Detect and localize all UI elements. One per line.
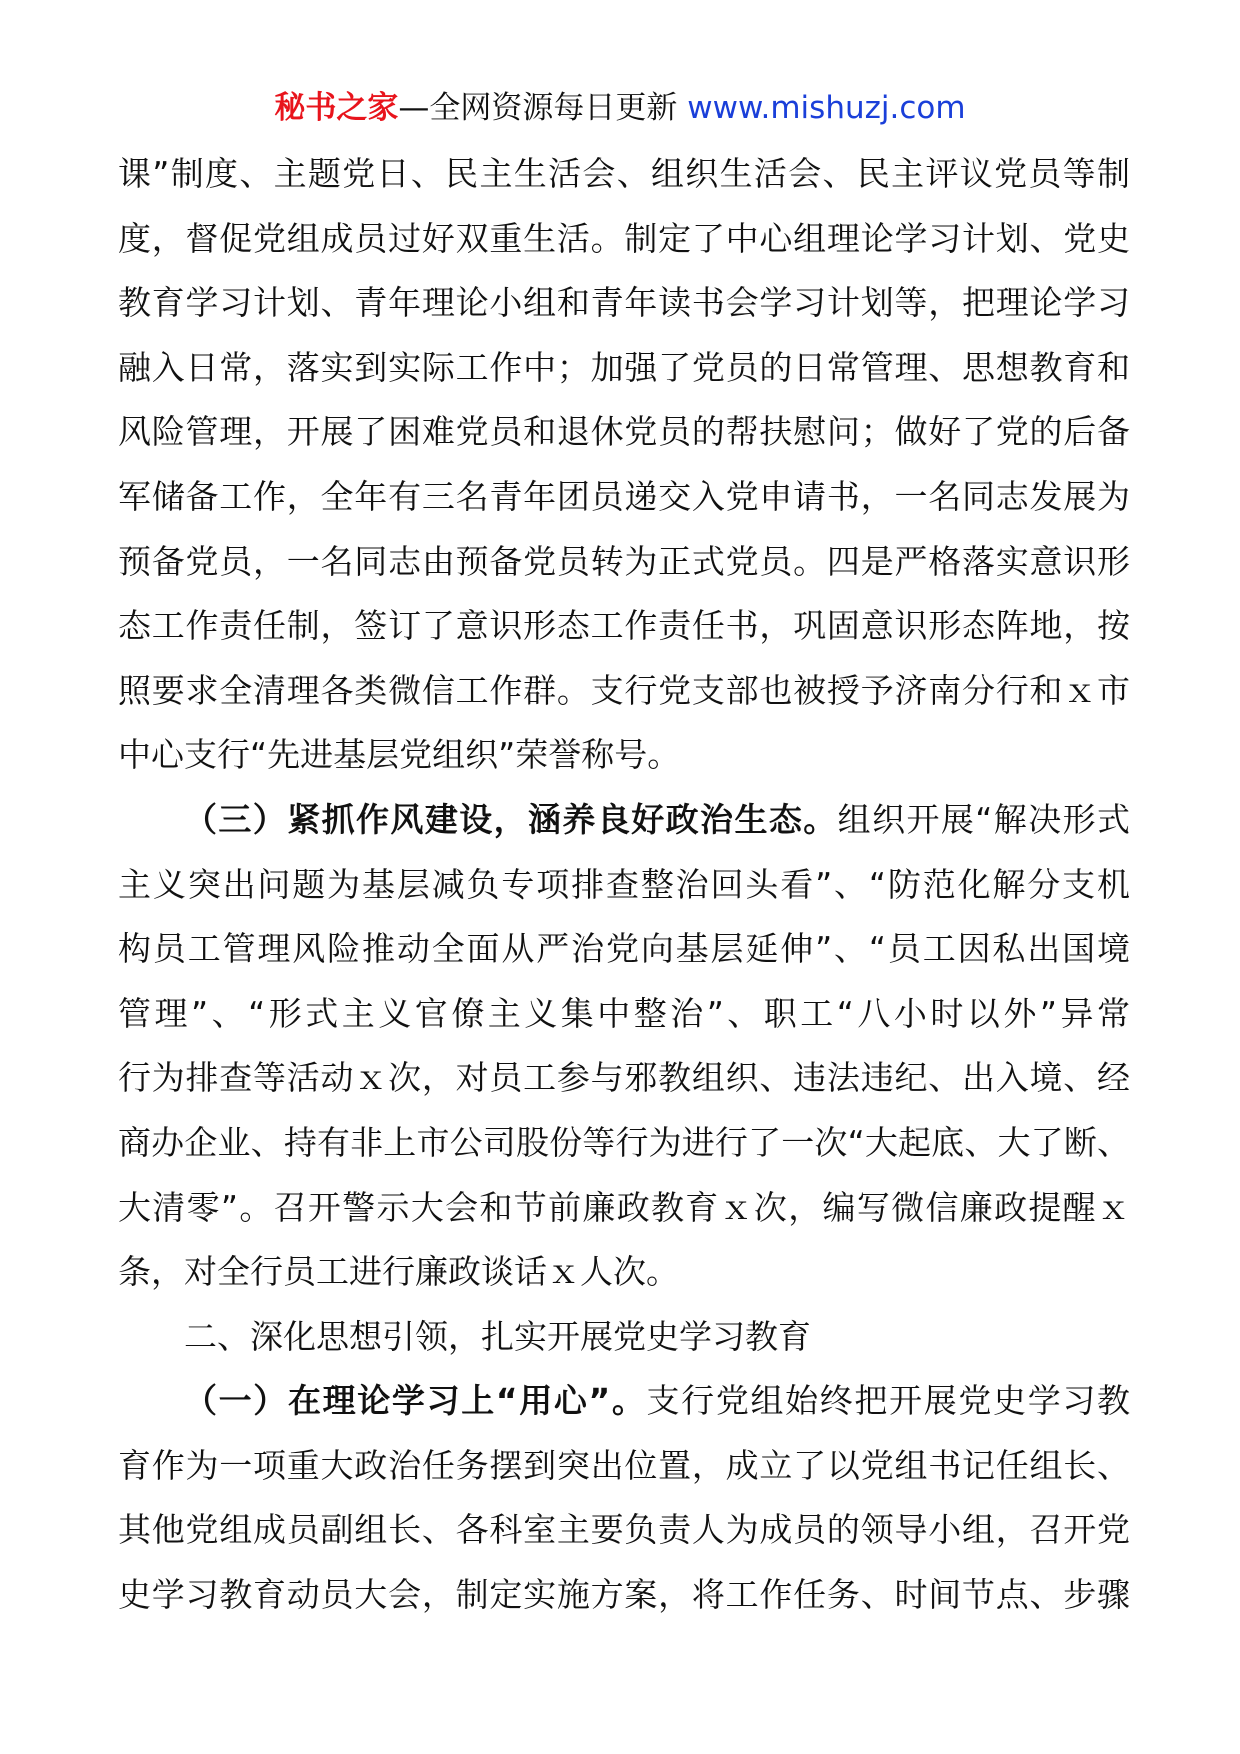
text-line: 融入日常，落实到实际工作中；加强了党员的日常管理、思想教育和 (118, 347, 1130, 387)
text-line: 主义突出问题为基层减负专项排查整治回头看”、“防范化解分支机 (118, 864, 1130, 904)
text-line: 史学习教育动员大会，制定实施方案，将工作任务、时间节点、步骤 (118, 1575, 1130, 1615)
text-line: 条，对全行员工进行廉政谈话ｘ人次。 (118, 1252, 679, 1292)
paragraph-theory-study (118, 1369, 1130, 1627)
paragraph-work-style (118, 788, 1130, 1305)
site-url: www.mishuzj.com (687, 90, 966, 126)
text-line: 度，督促党组成员过好双重生活。制定了中心组理论学习计划、党史 (118, 218, 1130, 258)
header-tagline: —全网资源每日更新 (398, 90, 688, 126)
text-line: 大清零”。召开警示大会和节前廉政教育ｘ次，编写微信廉政提醒ｘ (118, 1187, 1130, 1227)
text-line: 课”制度、主题党日、民主生活会、组织生活会、民主评议党员等制 (118, 154, 1130, 193)
text-line-first (118, 788, 1130, 853)
text-line: 态工作责任制，签订了意识形态工作责任书，巩固意识形态阵地，按 (118, 606, 1130, 646)
text-fragment: 支行党组始终把开展党史学习教 (646, 1381, 1130, 1421)
text-line: 照要求全清理各类微信工作群。支行党支部也被授予济南分行和ｘ市 (118, 670, 1130, 710)
text-line: 预备党员，一名同志由预备党员转为正式党员。四是严格落实意识形 (118, 541, 1130, 581)
text-fragment: 组织开展“解决形式 (837, 799, 1130, 839)
brand-name: 秘书之家 (274, 90, 399, 126)
text-line: 风险管理，开展了困难党员和退休党员的帮扶慰问；做好了党的后备 (118, 412, 1130, 452)
text-line: 教育学习计划、青年理论小组和青年读书会学习计划等，把理论学习 (118, 283, 1130, 323)
text-line: 行为排查等活动ｘ次，对员工参与邪教组织、违法违纪、出入境、经 (118, 1058, 1130, 1098)
text-line-first (118, 1369, 1130, 1434)
paragraph-heading: （三）紧抓作风建设，涵养良好政治生态。 (184, 799, 838, 839)
text-line: 构员工管理风险推动全面从严治党向基层延伸”、“员工因私出国境 (118, 929, 1130, 969)
section-title: 二、深化思想引领，扎实开展党史学习教育 (184, 1316, 811, 1356)
text-line: 育作为一项重大政治任务摆到突出位置，成立了以党组书记任组长、 (118, 1445, 1130, 1485)
text-line: 管理”、“形式主义官僚主义集中整治”、职工“八小时以外”异常 (118, 993, 1130, 1033)
section-heading (118, 1305, 1130, 1370)
document-body (118, 142, 1130, 1628)
paragraph-party-building (118, 142, 1130, 788)
text-line: 商办企业、持有非上市公司股份等行为进行了一次“大起底、大了断、 (118, 1122, 1130, 1162)
text-line: 其他党组成员副组长、各科室主要负责人为成员的领导小组，召开党 (118, 1510, 1130, 1550)
text-line: 中心支行“先进基层党组织”荣誉称号。 (118, 735, 681, 775)
text-line: 军储备工作，全年有三名青年团员递交入党申请书，一名同志发展为 (118, 476, 1130, 516)
site-header (0, 86, 1240, 130)
paragraph-heading: （一）在理论学习上“用心”。 (184, 1381, 647, 1421)
